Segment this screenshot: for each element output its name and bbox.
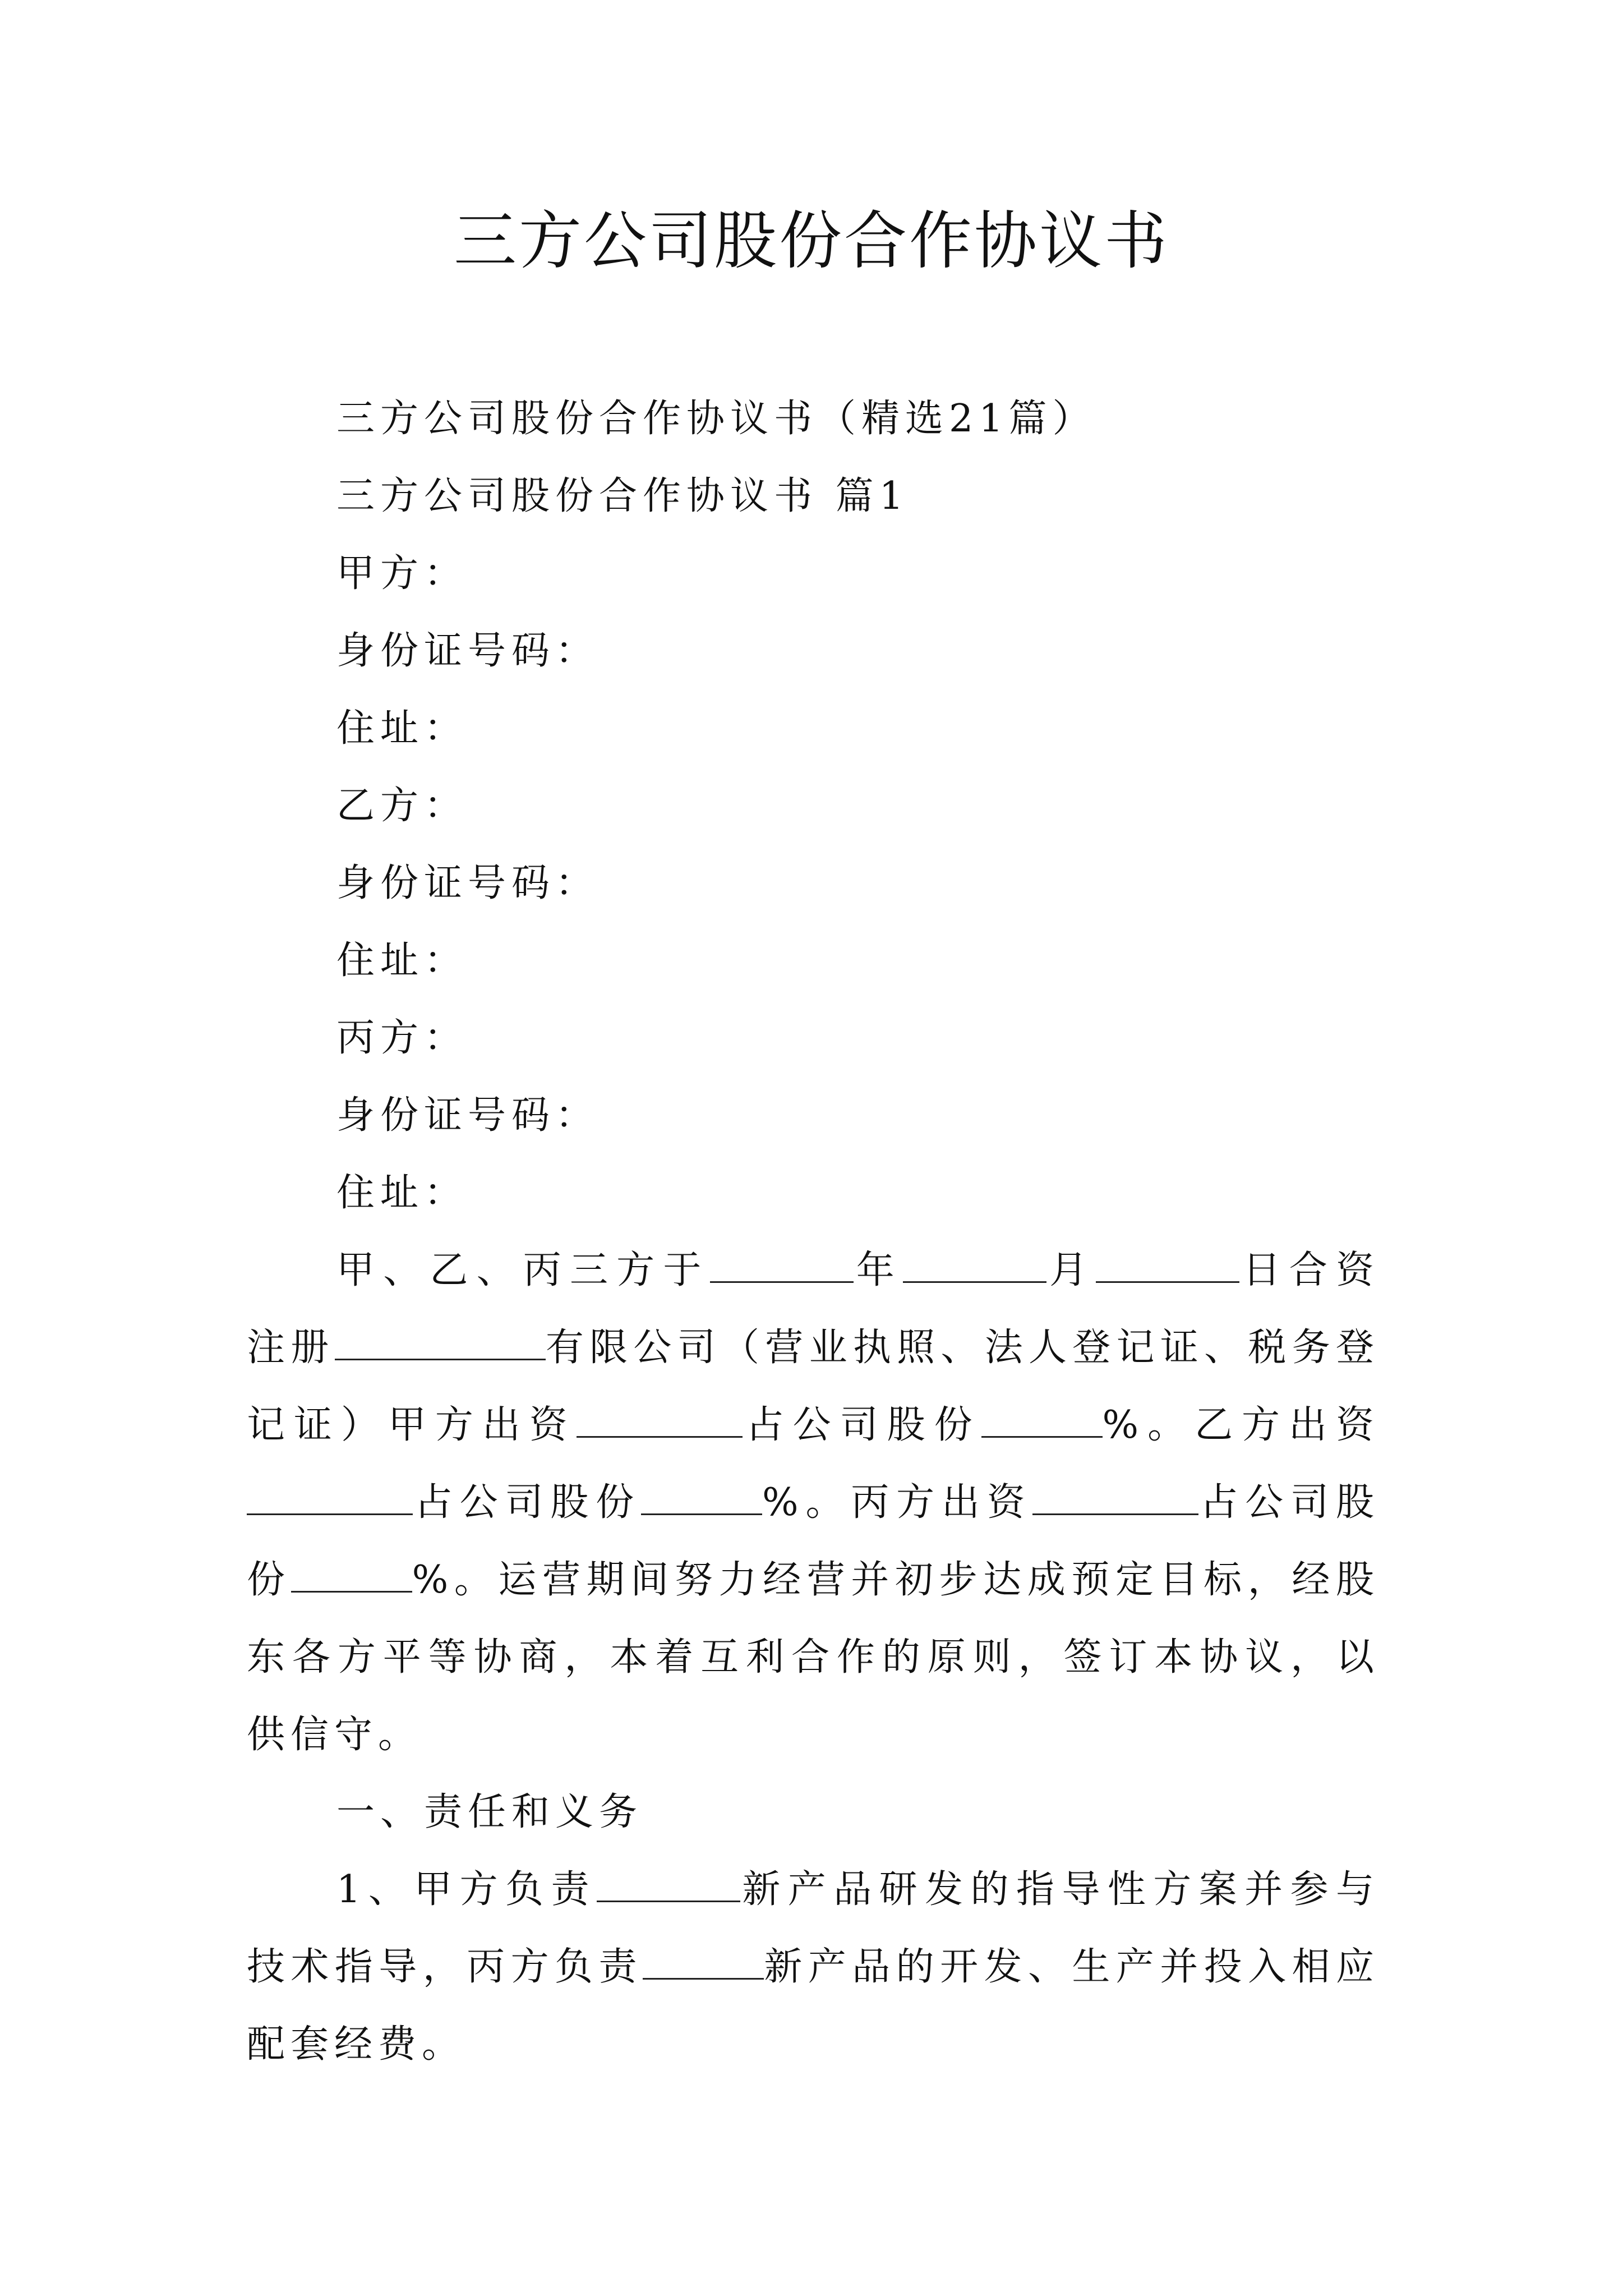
clause-1-text-3: 新产品的开发、生产并投入相应配套经费。 — [247, 1945, 1380, 2067]
document-subtitle: 三方公司股份合作协议书（精选21篇） — [336, 397, 1096, 441]
intro-text-3: 月 — [1046, 1248, 1096, 1292]
party-c-address-label: 住址： — [336, 1171, 468, 1215]
month-blank — [903, 1248, 1046, 1283]
party-b-address-label: 住址： — [336, 938, 468, 983]
intro-text-9: %。丙方出资 — [762, 1480, 1032, 1525]
party-b-id-label: 身份证号码： — [336, 861, 600, 905]
intro-text-10: 占公司股份 — [247, 1480, 1380, 1602]
intro-text-5: 有限公司（营业执照、法人登记证、税务登记证）甲方出资 — [247, 1326, 1380, 1447]
party-c-share-blank — [291, 1557, 412, 1593]
intro-paragraph — [247, 1232, 1380, 1774]
party-b-capital-blank — [247, 1480, 413, 1515]
intro-text-6: 占公司股份 — [742, 1403, 981, 1447]
company-name-blank — [335, 1325, 546, 1360]
intro-text-8: 占公司股份 — [413, 1480, 642, 1525]
year-blank — [710, 1248, 854, 1283]
party-c-product-blank — [643, 1944, 764, 1980]
document-body — [247, 380, 1380, 2083]
clause-1-text-2: 新产品研发的指导性方案并参与技术指导，丙方负责 — [247, 1867, 1380, 1989]
party-c-id-label: 身份证号码： — [336, 1093, 600, 1138]
party-b-share-blank — [641, 1480, 762, 1515]
party-a-label: 甲方： — [336, 551, 468, 596]
chapter-1-heading: 一、责任和义务 — [336, 1790, 643, 1834]
intro-text-11: %。运营期间努力经营并初步达成预定目标，经股东各方平等协商，本着互利合作的原则，签订本协议，以供信守。 — [247, 1558, 1380, 1757]
intro-text-4: 日合资注册 — [247, 1248, 1380, 1370]
party-a-address-label: 住址： — [336, 706, 468, 751]
day-blank — [1096, 1248, 1239, 1283]
clause-1-paragraph — [247, 1851, 1380, 2083]
intro-text-7: %。乙方出资 — [1102, 1403, 1380, 1447]
document-title: 三方公司股份合作协议书 — [454, 205, 1169, 278]
party-c-label: 丙方： — [336, 1016, 468, 1060]
party-a-share-blank — [981, 1402, 1103, 1438]
party-a-product-blank — [597, 1867, 740, 1902]
party-a-id-label: 身份证号码： — [336, 629, 600, 673]
party-a-capital-blank — [577, 1402, 743, 1438]
clause-1-text-1: 1、甲方负责 — [336, 1867, 597, 1912]
party-b-label: 乙方： — [336, 784, 468, 828]
section-heading: 三方公司股份合作协议书 篇1 — [336, 474, 909, 518]
intro-text-1: 甲、乙、丙三方于 — [336, 1248, 710, 1292]
party-c-capital-blank — [1032, 1480, 1198, 1515]
intro-text-2: 年 — [853, 1248, 903, 1292]
